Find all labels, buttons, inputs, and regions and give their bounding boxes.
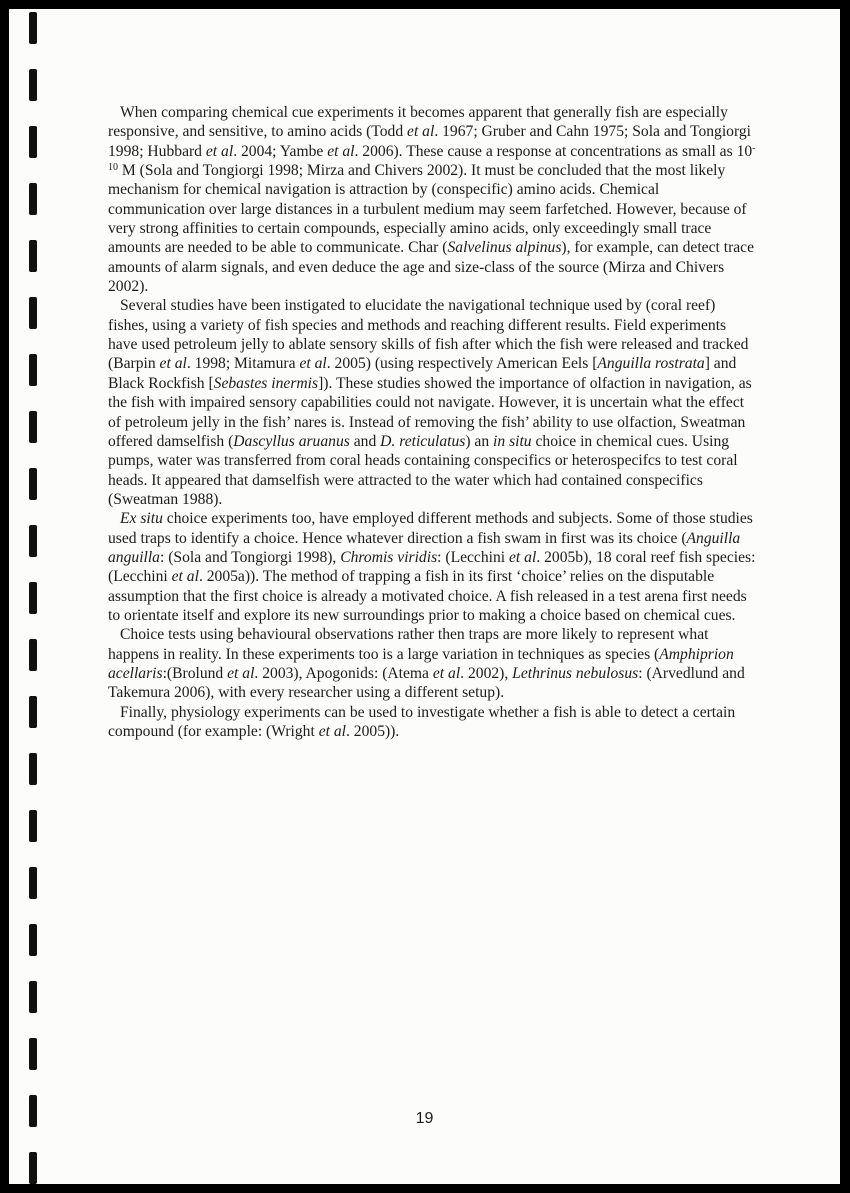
- italic-text: D. reticulatus: [380, 432, 466, 450]
- body-text: [108, 103, 758, 741]
- paragraph: [108, 703, 758, 742]
- text-run: choice in chemical cues. Using pumps, water was transferred from coral heads containing conspecifics or heterospecifcs to test coral heads. It appeared that damselfish were attracted to the water which had contained conspecifics (Sweatman 1988).: [108, 432, 738, 508]
- italic-text: et al: [327, 142, 355, 160]
- binding-hole: [29, 867, 37, 899]
- binding-hole: [29, 240, 37, 272]
- text-run: Finally, physiology experiments can be used to investigate whether a fish is able to detect a certain compound (for example: (Wright: [108, 703, 736, 740]
- binding-hole: [29, 753, 37, 785]
- text-run: . 2005) (using respectively American Eels [: [326, 355, 598, 373]
- text-run: . 2006). These cause a response at concentrations as small as 10: [354, 142, 753, 160]
- document-page: [9, 9, 840, 1184]
- italic-text: et al: [509, 548, 537, 566]
- binding-hole: [29, 411, 37, 443]
- text-run: : (Lecchini: [437, 548, 510, 566]
- text-run: ] and Black Rockfish [: [108, 355, 737, 392]
- italic-text: et al: [432, 664, 461, 682]
- text-run: . 2005)).: [346, 723, 400, 740]
- text-run: M (Sola and Tongiorgi 1998; Mirza and Chivers 2002). It must be concluded that the most likely mechanism for chemical navigation is attraction by (conspecific) amino acids. Chemical communication over large distances in a turbulent medium may seem farfetched. However, because of very strong affinities to certain compounds, especially amino acids, only exceedingly small trace amounts are needed to be able to communicate. Char (: [108, 162, 747, 257]
- binding-hole: [29, 126, 37, 158]
- text-run: . 1967; Gruber and Cahn 1975; Sola and Tongiorgi 1998; Hubbard: [108, 123, 751, 160]
- binding-hole: [29, 183, 37, 215]
- text-run: . 2003), Apogonids: (Atema: [254, 664, 433, 682]
- italic-text: Sebastes inermis: [213, 374, 319, 392]
- text-run: . 1998; Mitamura: [186, 355, 300, 373]
- text-run: choice experiments too, have employed different methods and subjects. Some of those studies used traps to identify a choice. Hence whatever direction a fish swam in first was its choice (: [108, 510, 753, 547]
- binding-hole: [29, 525, 37, 557]
- italic-text: et al: [205, 142, 234, 160]
- italic-text: et al: [318, 723, 346, 740]
- paragraph: [108, 296, 758, 509]
- italic-text: Salvelinus alpinus: [447, 239, 562, 257]
- italic-text: et al: [407, 123, 435, 141]
- text-run: :(Brolund: [162, 664, 228, 682]
- italic-text: Anguilla anguilla: [108, 529, 741, 566]
- text-run: ]). These studies showed the importance of olfaction in navigation, as the fish with impaired sensory capabilities could not navigate. However, it is uncertain what the effect of petroleum jelly in the fish’ nares is. Instead of removing the fish’ ability to use olfaction, Sweatman offered damselfish (: [108, 374, 752, 450]
- binding-hole: [29, 696, 37, 728]
- italic-text: et al: [159, 355, 187, 373]
- paragraph: [108, 509, 758, 625]
- italic-text: Ex situ: [120, 510, 163, 528]
- binding-hole: [29, 1152, 37, 1184]
- italic-text: et al: [227, 664, 255, 682]
- binding-hole: [29, 924, 37, 956]
- paragraph: [108, 103, 758, 296]
- italic-text: Lethrinus nebulosus: [512, 664, 639, 682]
- italic-text: et al: [171, 568, 199, 586]
- binding-hole: [29, 468, 37, 500]
- binding-hole: [29, 639, 37, 671]
- paragraph: [108, 625, 758, 702]
- text-run: . 2004; Yambe: [233, 142, 328, 160]
- binding-hole: [29, 1038, 37, 1070]
- text-run: Several studies have been instigated to elucidate the navigational technique used by (coral reef) fishes, using a variety of fish species and methods and reaching different results. Field experiments have used petroleum jelly to ablate sensory skills of fish after which the fish were released and tracked (Barpin: [108, 297, 749, 373]
- text-run: . 2005a)). The method of trapping a fish in its first ‘choice’ relies on the disputable assumption that the first choice is already a motivated choice. A fish released in a test arena first needs to orientate itself and explore its new surroundings prior to making a choice based on chemical cues.: [108, 568, 747, 624]
- italic-text: Dascyllus aruanus: [233, 432, 350, 450]
- binding-hole: [29, 354, 37, 386]
- text-run: ), for example, can detect trace amounts of alarm signals, and even deduce the age and size-class of the source (Mirza and Chivers 2002).: [108, 239, 755, 296]
- italic-text: et al: [299, 355, 327, 373]
- italic-text: in situ: [493, 432, 532, 450]
- text-run: When comparing chemical cue experiments it becomes apparent that generally fish are especially responsive, and sensitive, to amino acids (Todd: [108, 104, 728, 141]
- text-run: : (Arvedlund and Takemura 2006), with every researcher using a different setup).: [108, 664, 745, 702]
- binding-hole: [29, 69, 37, 101]
- text-run: : (Sola and Tongiorgi 1998),: [159, 548, 341, 566]
- page-number: 19: [415, 1110, 434, 1127]
- text-run: . 2005b), 18 coral reef fish species: (Lecchini: [108, 548, 756, 586]
- binding-hole: [29, 297, 37, 329]
- italic-text: Chromis viridis: [340, 548, 438, 566]
- binding-hole: [29, 810, 37, 842]
- binding-hole: [29, 582, 37, 614]
- text-run: . 2002),: [460, 664, 513, 682]
- italic-text: Anguilla rostrata: [597, 355, 705, 373]
- superscript-text: -10: [108, 142, 756, 174]
- text-run: Choice tests using behavioural observations rather then traps are more likely to represent what happens in reality. In these experiments too is a large variation in techniques as species (: [108, 626, 709, 663]
- italic-text: Amphiprion acellaris: [108, 645, 734, 682]
- text-run: and: [349, 432, 381, 450]
- text-run: ) an: [465, 432, 494, 450]
- binding-hole: [29, 981, 37, 1013]
- binding-hole: [29, 12, 37, 44]
